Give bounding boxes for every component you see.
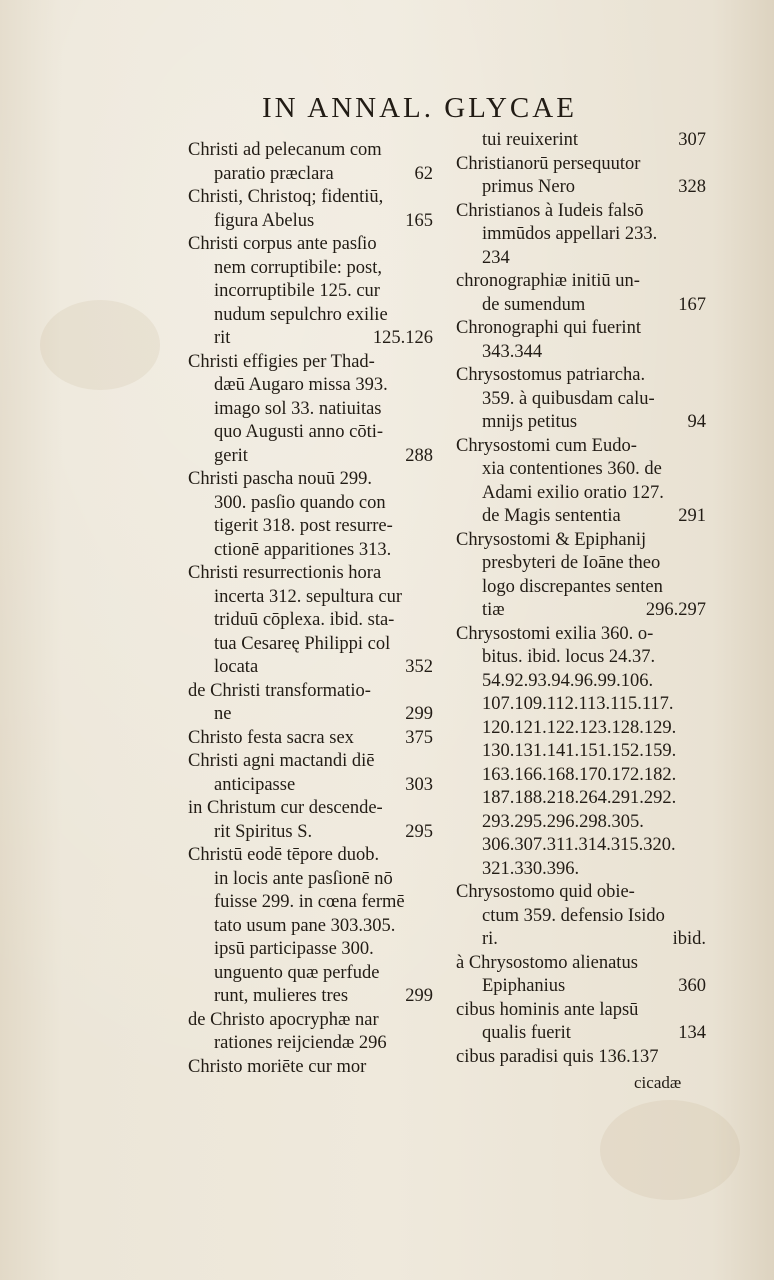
entry-text: tui reuixerint (482, 130, 579, 150)
entry-text: quo Augusti anno cōti- (214, 422, 384, 442)
index-entry-line (188, 797, 433, 821)
entry-text: mnijs petitus (482, 412, 578, 432)
entry-text: 234 (482, 247, 510, 268)
index-entry-line (188, 938, 433, 962)
entry-text: bitus. ibid. locus 24.37. (482, 647, 656, 667)
entry-text: qualis fuerit (482, 1023, 571, 1043)
entry-text: triduū cōplexa. ibid. sta- (214, 610, 395, 630)
index-entry-line (188, 539, 433, 563)
entry-text: gerit (214, 445, 248, 466)
page-reference: 134 (678, 1023, 706, 1043)
entry-text: de sumendum (482, 294, 586, 315)
entry-text: Christi corpus ante pasſio (188, 234, 377, 254)
entry-text: immūdos appellari 233. (482, 224, 658, 244)
entry-text: rit Spiritus S. (214, 821, 313, 842)
page-reference: 295 (405, 821, 433, 842)
entry-text: Chrysostomi & Epiphanij (456, 529, 647, 550)
entry-text: Chrysostomus patriarcha. (456, 365, 646, 385)
index-entry-line (456, 388, 706, 412)
index-entry-line (188, 891, 433, 915)
entry-text: 300. pasſio quando con (214, 492, 386, 513)
index-entry-line (188, 962, 433, 986)
entry-text: Christi effigies per Thad- (188, 351, 375, 372)
entry-text: Christi agni mactandi diē (188, 751, 375, 771)
index-entry-line (188, 1009, 433, 1033)
index-entry-line (456, 952, 706, 976)
entry-text: Adami exilio oratio 127. (482, 482, 664, 503)
entry-text: Christianorū persequutor (456, 153, 641, 174)
index-entry-line (456, 858, 706, 882)
entry-text: à Chrysostomo alienatus (456, 952, 638, 973)
index-entry-line (188, 468, 433, 492)
entry-text: 54.92.93.94.96.99.106. (482, 670, 654, 691)
entry-text: cibus paradisi quis 136.137 (456, 1046, 659, 1067)
entry-text: logo discrepantes senten (482, 576, 663, 597)
page-reference: 94 (687, 412, 706, 432)
index-entry-line (456, 576, 706, 600)
index-entry-line (456, 129, 706, 153)
entry-text: figura Abelus (214, 210, 315, 231)
page-reference: 165 (405, 210, 433, 231)
page-reference: 167 (678, 294, 706, 315)
index-entry-line (188, 257, 433, 281)
index-entry-line (188, 703, 433, 727)
page-reference: 288 (405, 445, 433, 466)
entry-text: Christianos à Iudeis falsō (456, 200, 644, 221)
index-entry-line (456, 341, 706, 365)
entry-text: anticipasse (214, 774, 296, 795)
entry-text: ne (214, 704, 232, 724)
page-reference: ibid. (672, 929, 706, 949)
index-entry-line (456, 811, 706, 835)
index-entry-line (456, 435, 706, 459)
index-entry-line (456, 1022, 706, 1046)
index-entry-line (188, 1056, 433, 1080)
entry-text: xia contentiones 360. de (482, 459, 662, 479)
page-reference: 62 (414, 163, 433, 184)
index-entry-line (188, 327, 433, 351)
index-entry-line (188, 280, 433, 304)
index-entry-line (456, 294, 706, 318)
page-reference: 125.126 (372, 328, 433, 348)
index-entry-line (456, 364, 706, 388)
entry-text: Chrysostomo quid obie- (456, 882, 635, 902)
index-entry-line (188, 445, 433, 469)
index-entry-line (456, 529, 706, 553)
page-reference: 299 (405, 704, 433, 724)
entry-text: 120.121.122.123.128.129. (482, 717, 677, 738)
entry-text: de Magis sententia (482, 506, 621, 526)
index-entry-line (456, 223, 706, 247)
index-entry-line (456, 999, 706, 1023)
entry-text: tigerit 318. post resurre- (214, 516, 393, 536)
index-entry-line (188, 233, 433, 257)
index-entry-line (188, 821, 433, 845)
index-entry-line (456, 317, 706, 341)
entry-text: cibus hominis ante lapsū (456, 999, 639, 1020)
page-reference: 328 (678, 177, 706, 197)
entry-text: ctionē apparitiones 313. (214, 539, 392, 560)
index-entry-line (188, 868, 433, 892)
index-column-left (188, 139, 433, 1079)
index-entry-line (456, 646, 706, 670)
entry-text: chronographiæ initiū un- (456, 271, 640, 291)
entry-text: Christi ad pelecanum com (188, 140, 382, 160)
index-entry-line (456, 411, 706, 435)
entry-text: tato usum pane 303.305. (214, 915, 396, 936)
entry-text: fuisse 299. in cœna fermē (214, 892, 405, 912)
entry-text: 163.166.168.170.172.182. (482, 764, 677, 785)
entry-text: Christi, Christoq; fidentiū, (188, 187, 384, 207)
entry-text: Christi resurrectionis hora (188, 563, 382, 583)
index-entry-line (188, 1032, 433, 1056)
entry-text: in locis ante pasſionē nō (214, 868, 393, 889)
catchword: cicadæ (634, 1073, 682, 1092)
index-entry-line (456, 881, 706, 905)
index-entry-line (456, 717, 706, 741)
entry-text: Christū eodē tēpore duob. (188, 845, 380, 865)
index-entry-line (456, 740, 706, 764)
entry-text: Chronographi qui fuerint (456, 318, 641, 338)
index-entry-line (188, 186, 433, 210)
index-entry-line (188, 750, 433, 774)
page-reference: 360 (678, 976, 706, 996)
entry-text: ri. (482, 929, 498, 949)
index-entry-line (456, 623, 706, 647)
entry-text: tiæ (482, 600, 505, 620)
index-entry-line (188, 915, 433, 939)
entry-text: paratio præclara (214, 163, 334, 184)
index-entry-line (188, 210, 433, 234)
entry-text: de Christo apocryphæ nar (188, 1009, 379, 1030)
entry-text: 359. à quibusdam calu- (482, 388, 655, 409)
entry-text: imago sol 33. natiuitas (214, 398, 382, 419)
index-entry-line (456, 928, 706, 952)
index-entry-line (456, 153, 706, 177)
index-entry-line (456, 552, 706, 576)
index-entry-line (188, 609, 433, 633)
entry-text: runt, mulieres tres (214, 986, 349, 1006)
entry-text: rationes reijciendæ 296 (214, 1033, 387, 1053)
index-entry-line (456, 693, 706, 717)
entry-text: 130.131.141.151.152.159. (482, 741, 677, 761)
entry-text: ipsū participasse 300. (214, 939, 374, 959)
entry-text: 293.295.296.298.305. (482, 811, 644, 832)
index-entry-line (456, 505, 706, 529)
page-reference: 352 (405, 657, 433, 677)
entry-text: Christo festa sacra sex (188, 727, 354, 748)
index-entry-line (456, 764, 706, 788)
entry-text: nem corruptibile: post, (214, 257, 383, 278)
index-entry-line (188, 727, 433, 751)
entry-text: primus Nero (482, 177, 575, 197)
index-entry-line (188, 163, 433, 187)
entry-text: 321.330.396. (482, 858, 580, 879)
entry-text: unguento quæ perfude (214, 962, 380, 983)
entry-text: 187.188.218.264.291.292. (482, 788, 677, 808)
entry-text: dæū Augaro missa 393. (214, 375, 388, 395)
index-entry-line (456, 270, 706, 294)
entry-text: de Christi transformatio- (188, 680, 371, 701)
index-entry-line (456, 787, 706, 811)
index-entry-line (188, 304, 433, 328)
index-entry-line (456, 834, 706, 858)
index-entry-line (188, 398, 433, 422)
paper-stain (40, 300, 160, 390)
page-reference: 303 (405, 774, 433, 795)
entry-text: 306.307.311.314.315.320. (482, 835, 676, 855)
page-reference: 299 (405, 986, 433, 1006)
index-entry-line (456, 200, 706, 224)
index-entry-line (188, 680, 433, 704)
entry-text: 107.109.112.113.115.117. (482, 694, 674, 714)
index-entry-line (188, 656, 433, 680)
index-entry-line (188, 139, 433, 163)
index-entry-line (456, 176, 706, 200)
index-entry-line (188, 492, 433, 516)
entry-text: ctum 359. defensio Isido (482, 905, 665, 926)
entry-text: Christi pascha nouū 299. (188, 469, 372, 489)
index-entry-line (188, 985, 433, 1009)
entry-text: Chrysostomi exilia 360. o- (456, 623, 654, 644)
index-entry-line (188, 586, 433, 610)
entry-text: tua Cesareę Philippi col (214, 633, 391, 654)
entry-text: Chrysostomi cum Eudo- (456, 435, 637, 456)
index-entry-line (456, 1046, 706, 1070)
index-entry-line (456, 482, 706, 506)
running-header: IN ANNAL. GLYCAE (262, 92, 577, 124)
entry-text: presbyteri de Ioāne theo (482, 553, 661, 573)
entry-text: rit (214, 328, 231, 348)
index-entry-line (456, 670, 706, 694)
index-entry-line (188, 633, 433, 657)
index-entry-line (456, 247, 706, 271)
page-reference: 307 (678, 130, 706, 150)
entry-text: 343.344 (482, 341, 543, 362)
page-reference: 291 (678, 506, 706, 526)
entry-text: locata (214, 657, 259, 677)
page-reference: 296.297 (645, 600, 706, 620)
index-entry-line (188, 844, 433, 868)
entry-text: Christo moriēte cur mor (188, 1056, 367, 1077)
index-entry-line (456, 905, 706, 929)
index-entry-line (188, 351, 433, 375)
entry-text: nudum sepulchro exilie (214, 304, 388, 325)
index-column-right (456, 129, 706, 1069)
entry-text: Epiphanius (482, 976, 566, 996)
page-reference: 375 (405, 727, 433, 748)
index-entry-line (188, 421, 433, 445)
index-entry-line (188, 515, 433, 539)
index-entry-line (188, 562, 433, 586)
entry-text: in Christum cur descende- (188, 798, 383, 818)
entry-text: incerta 312. sepultura cur (214, 586, 403, 607)
index-entry-line (188, 774, 433, 798)
index-entry-line (456, 975, 706, 999)
index-entry-line (188, 374, 433, 398)
entry-text: incorruptibile 125. cur (214, 281, 380, 301)
index-entry-line (456, 458, 706, 482)
paper-stain (600, 1100, 740, 1200)
index-entry-line (456, 599, 706, 623)
